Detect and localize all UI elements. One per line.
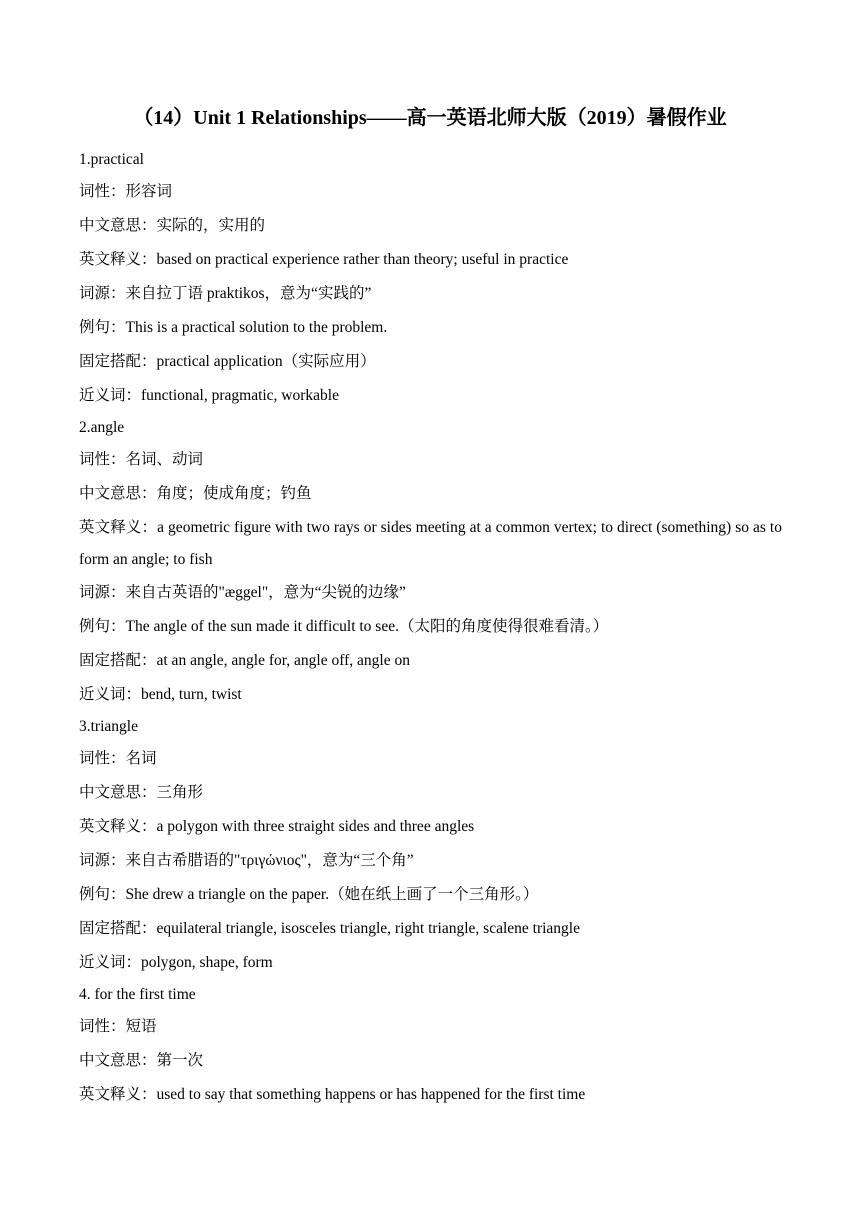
document-title: （14）Unit 1 Relationships——高一英语北师大版（2019）暑假作业 (133, 107, 727, 129)
vocab-entry-practical (79, 145, 782, 413)
vocabulary-list (79, 145, 782, 1112)
entry-example: 例句：She drew a triangle on the paper.（她在纸上画了一个三角形。） (79, 886, 539, 903)
entry-english-definition: 英文释义：based on practical experience rather than theory; useful in practice (79, 251, 569, 268)
entry-english-definition: 英文释义：a polygon with three straight sides and three angles (79, 818, 475, 835)
entry-chinese-meaning: 中文意思：角度；使成角度；钓鱼 (79, 485, 312, 502)
entry-synonyms: 近义词：functional, pragmatic, workable (79, 387, 339, 404)
entry-chinese-meaning: 中文意思：三角形 (79, 784, 204, 801)
vocab-entry-triangle (79, 712, 782, 980)
vocab-entry-for-the-first-time (79, 980, 782, 1112)
entry-collocations: 固定搭配：at an angle, angle for, angle off, angle on (79, 652, 410, 669)
entry-collocations: 固定搭配：practical application（实际应用） (79, 353, 376, 370)
entry-heading: 2.angle (79, 419, 125, 436)
entry-part-of-speech: 词性：名词、动词 (79, 451, 204, 468)
entry-synonyms: 近义词：polygon, shape, form (79, 954, 273, 971)
entry-collocations: 固定搭配：equilateral triangle, isosceles triangle, right triangle, scalene triangle (79, 920, 580, 937)
entry-part-of-speech: 词性：名词 (79, 750, 157, 767)
entry-etymology: 词源：来自古希腊语的"τριγώνιος"，意为“三个角” (79, 852, 414, 869)
entry-heading: 4. for the first time (79, 986, 196, 1003)
entry-chinese-meaning: 中文意思：第一次 (79, 1052, 204, 1069)
entry-heading: 1.practical (79, 151, 144, 168)
entry-example: 例句：The angle of the sun made it difficult to see.（太阳的角度使得很难看清。） (79, 618, 609, 635)
entry-english-definition: 英文释义：a geometric figure with two rays or sides meeting at a common vertex; to direct (something) so as to form an angle; to fish (79, 519, 782, 568)
entry-heading: 3.triangle (79, 718, 138, 735)
entry-part-of-speech: 词性：形容词 (79, 183, 173, 200)
entry-chinese-meaning: 中文意思：实际的，实用的 (79, 217, 266, 234)
vocab-entry-angle (79, 413, 782, 712)
entry-example: 例句：This is a practical solution to the problem. (79, 319, 388, 336)
entry-etymology: 词源：来自拉丁语 praktikos，意为“实践的” (79, 285, 372, 302)
entry-synonyms: 近义词：bend, turn, twist (79, 686, 242, 703)
entry-etymology: 词源：来自古英语的"æggel"，意为“尖锐的边缘” (79, 584, 406, 601)
entry-english-definition: 英文释义：used to say that something happens or has happened for the first time (79, 1086, 586, 1103)
entry-part-of-speech: 词性：短语 (79, 1018, 157, 1035)
